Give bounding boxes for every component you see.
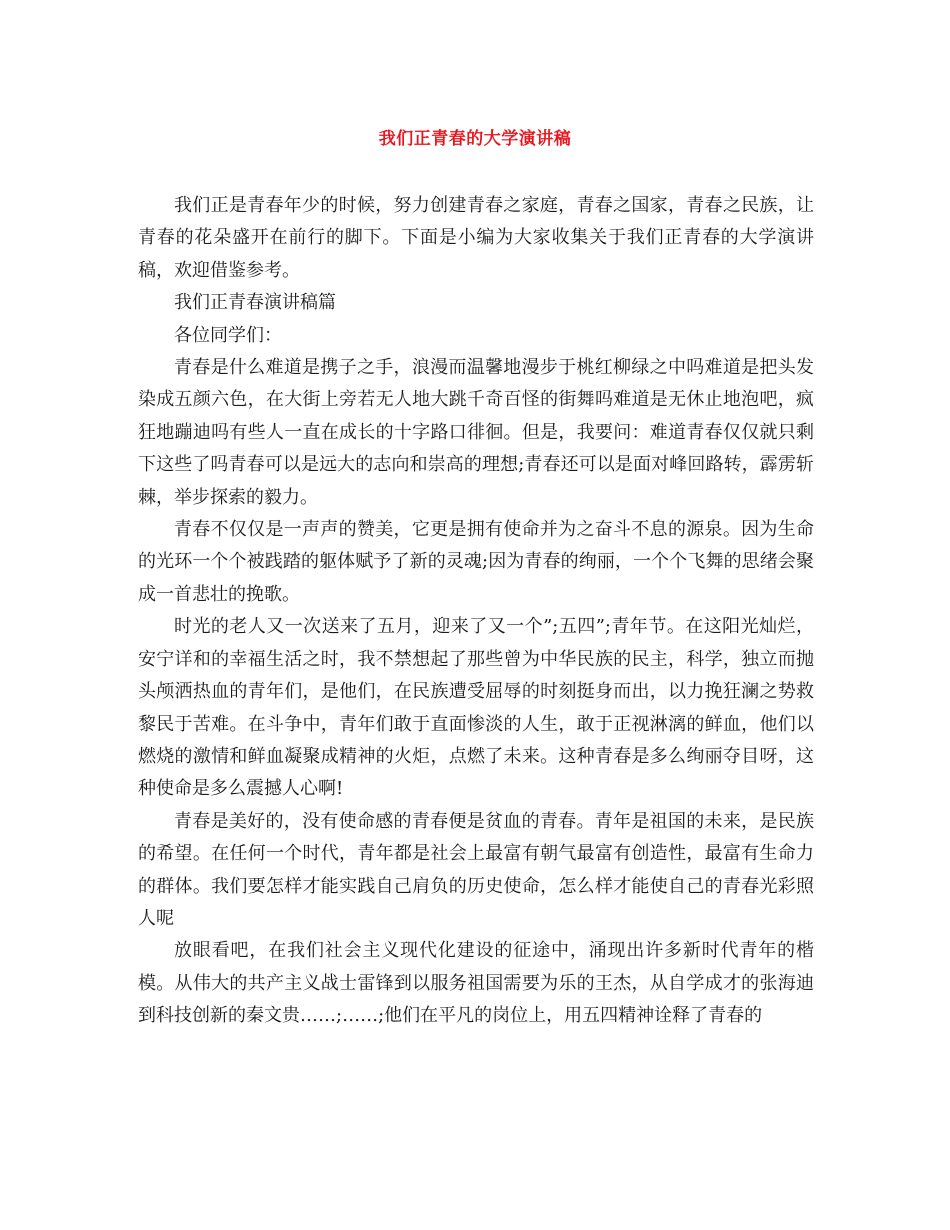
document-body (138, 190, 814, 1033)
paragraph: 时光的老人又一次送来了五月，迎来了又一个”;五四”;青年节。在这阳光灿烂，安宁详和的幸福生活之时，我不禁想起了那些曾为中华民族的民主，科学，独立而抛头颅洒热血的青年们，是他们，在民族遭受屈辱的时刻挺身而出，以力挽狂澜之势救黎民于苦难。在斗争中，青年们敢于直面惨淡的人生，敢于正视淋漓的鲜血，他们以燃烧的激情和鲜血凝聚成精神的火炬，点燃了未来。这种青春是多么绚丽夺目呀，这种使命是多么震撼人心啊! (138, 616, 814, 800)
paragraph: 放眼看吧，在我们社会主义现代化建设的征途中，涌现出许多新时代青年的楷模。从伟大的共产主义战士雷锋到以服务祖国需要为乐的王杰，从自学成才的张海迪到科技创新的秦文贵……;……;他们在平凡的岗位上，用五四精神诠释了青春的 (138, 940, 814, 1027)
paragraph-section-heading: 我们正青春演讲稿篇 (174, 292, 336, 314)
document-title: 我们正青春的大学演讲稿 (378, 129, 572, 149)
paragraph-intro: 我们正是青春年少的时候，努力创建青春之家庭，青春之国家，青春之民族，让青春的花朵盛开在前行的脚下。下面是小编为大家收集关于我们正青春的大学演讲稿，欢迎借鉴参考。 (138, 195, 814, 281)
paragraph: 青春不仅仅是一声声的赞美，它更是拥有使命并为之奋斗不息的源泉。因为生命的光环一个个被践踏的躯体赋予了新的灵魂;因为青春的绚丽，一个个飞舞的思绪会聚成一首悲壮的挽歌。 (138, 519, 814, 605)
paragraph: 青春是什么难道是携子之手，浪漫而温馨地漫步于桃红柳绿之中吗难道是把头发染成五颜六色，在大街上旁若无人地大跳千奇百怪的街舞吗难道是无休止地泡吧，疯狂地蹦迪吗有些人一直在成长的十字路口徘徊。但是，我要问：难道青春仅仅就只剩下这些了吗青春可以是远大的志向和崇高的理想;青春还可以是面对峰回路转，霹雳斩棘，举步探索的毅力。 (138, 357, 814, 508)
paragraph-salutation: 各位同学们： (174, 324, 282, 346)
paragraph: 青春是美好的，没有使命感的青春便是贫血的青春。青年是祖国的未来，是民族的希望。在任何一个时代，青年都是社会上最富有朝气最富有创造性，最富有生命力的群体。我们要怎样才能实践自己肩负的历史使命，怎么样才能使自己的青春光彩照人呢 (138, 810, 814, 929)
